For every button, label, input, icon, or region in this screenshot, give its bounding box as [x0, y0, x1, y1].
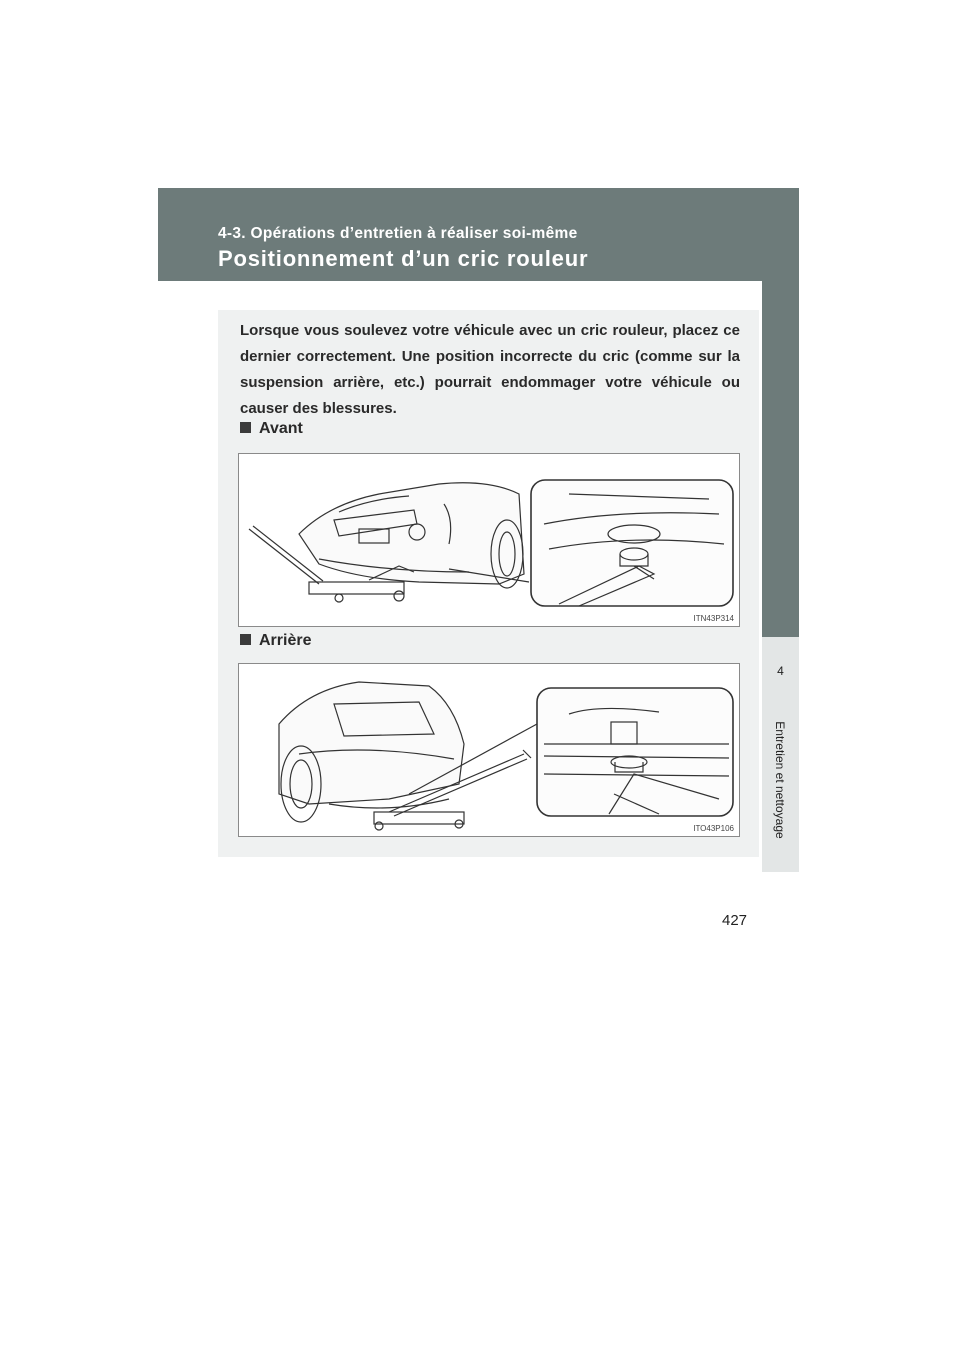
side-tab-upper — [762, 281, 799, 637]
section-subtitle: 4-3. Opérations d’entretien à réaliser soi-même — [218, 225, 578, 242]
section-front-heading — [240, 420, 303, 438]
chapter-label: Entretien et nettoyage — [773, 721, 787, 839]
intro-text: Lorsque vous soulevez votre véhicule avec un cric rouleur, placez ce dernier correctement. Une position incorrecte du cric (comme sur la suspension arrière, etc.) pourrait endommager votre véhicule ou causer des blessures. — [240, 322, 740, 417]
chapter-number: 4 — [777, 664, 784, 678]
content-box — [218, 310, 759, 857]
page-number: 427 — [722, 912, 748, 929]
front-figure-code: ITN43P314 — [693, 614, 734, 623]
rear-figure-code: ITO43P106 — [693, 824, 734, 833]
square-bullet-icon — [240, 422, 251, 433]
section-front-title: Avant — [259, 420, 303, 437]
section-rear-heading — [240, 632, 311, 650]
rear-jack-figure — [238, 663, 740, 837]
rear-jack-illustration — [239, 664, 739, 836]
section-rear-title: Arrière — [259, 632, 312, 649]
front-jack-figure — [238, 453, 740, 627]
square-bullet-icon — [240, 634, 251, 645]
chapter-header — [158, 188, 799, 281]
chapter-label-holder — [773, 721, 787, 839]
front-jack-illustration — [239, 454, 739, 626]
page-title: Positionnement d’un cric rouleur — [218, 246, 589, 271]
